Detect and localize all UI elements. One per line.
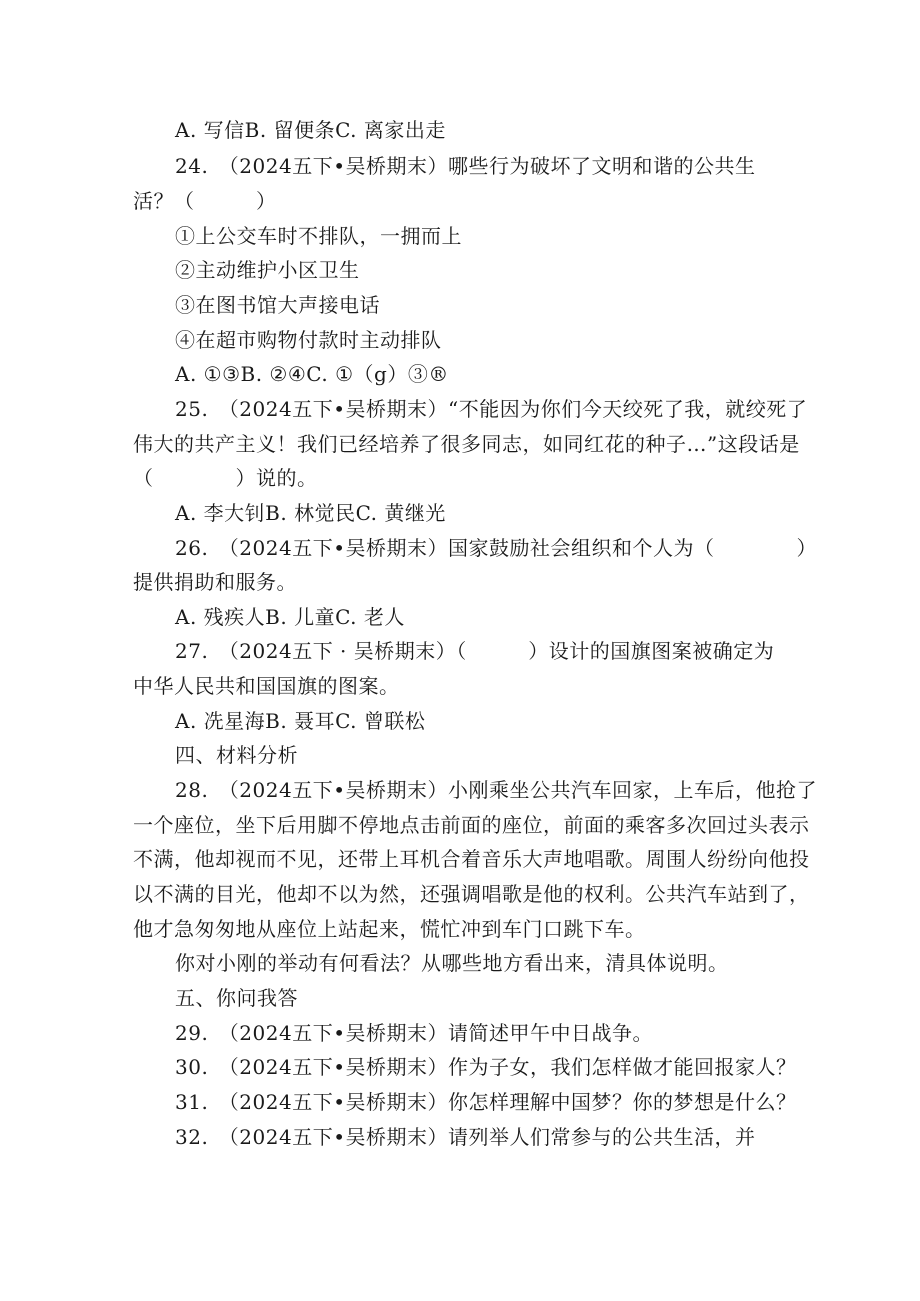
q27-stem-line2: 中华人民共和国国旗的图案。 bbox=[133, 674, 400, 698]
q26-stem-line1: 26. （2024五下•吴桥期末）国家鼓励社会组织和个人为（ ） bbox=[175, 536, 818, 560]
q24-stem-line1: 24. （2024五下•吴桥期末）哪些行为破坏了文明和谐的公共生 bbox=[175, 154, 756, 178]
q24-item-2: ②主动维护小区卫生 bbox=[175, 258, 360, 282]
q24-item-3: ③在图书馆大声接电话 bbox=[175, 293, 380, 317]
q28-stem-line3: 不满，他却视而不见，还带上耳机合着音乐大声地唱歌。周围人纷纷向他投 bbox=[133, 847, 810, 871]
q24-stem-line2: 活？（ ） bbox=[133, 189, 277, 213]
q28-stem-line1: 28. （2024五下•吴桥期末）小刚乘坐公共汽车回家，上车后，他抢了 bbox=[175, 778, 818, 802]
q25-stem-line1: 25. （2024五下•吴桥期末）“不能因为你们今天绞死了我，就绞死了 bbox=[175, 397, 808, 421]
q24-item-1: ①上公交车时不排队，一拥而上 bbox=[175, 224, 462, 248]
section-heading-4: 四、材料分析 bbox=[175, 743, 298, 767]
q28-question: 你对小刚的举动有何看法？从哪些地方看出来，清具体说明。 bbox=[175, 951, 729, 975]
q25-options: A. 李大钊B. 林觉民C. 黄继光 bbox=[175, 501, 446, 525]
q31-stem: 31. （2024五下•吴桥期末）你怎样理解中国梦？你的梦想是什么？ bbox=[175, 1090, 797, 1114]
q32-stem: 32. （2024五下•吴桥期末）请列举人们常参与的公共生活，并 bbox=[175, 1125, 756, 1149]
q24-options: A. ①③B. ②④C. ①（g）③® bbox=[175, 362, 449, 386]
q28-stem-line5: 他才急匆匆地从座位上站起来，慌忙冲到车门口跳下车。 bbox=[133, 917, 646, 941]
q24-item-4: ④在超市购物付款时主动排队 bbox=[175, 328, 442, 352]
q25-stem-line2: 伟大的共产主义！我们已经培养了很多同志，如同红花的种子…”这段话是 bbox=[133, 432, 800, 456]
q29-stem: 29. （2024五下•吴桥期末）请简述甲午中日战争。 bbox=[175, 1021, 654, 1045]
q27-options: A. 冼星海B. 聂耳C. 曾联松 bbox=[175, 709, 426, 733]
q26-stem-line2: 提供捐助和服务。 bbox=[133, 570, 297, 594]
q28-stem-line4: 以不满的目光，他却不以为然，还强调唱歌是他的权利。公共汽车站到了， bbox=[133, 882, 810, 906]
section-heading-5: 五、你问我答 bbox=[175, 986, 298, 1010]
q30-stem: 30. （2024五下•吴桥期末）作为子女，我们怎样做才能回报家人？ bbox=[175, 1055, 797, 1079]
q28-stem-line2: 一个座位，坐下后用脚不停地点击前面的座位，前面的乘客多次回过头表示 bbox=[133, 813, 810, 837]
q25-stem-line3: （ ）说的。 bbox=[133, 466, 318, 490]
q23-options: A. 写信B. 留便条C. 离家出走 bbox=[175, 118, 446, 142]
q26-options: A. 残疾人B. 儿童C. 老人 bbox=[175, 605, 405, 629]
q27-stem-line1: 27. （2024五下 · 吴桥期末）（ ）设计的国旗图案被确定为 bbox=[175, 639, 775, 663]
